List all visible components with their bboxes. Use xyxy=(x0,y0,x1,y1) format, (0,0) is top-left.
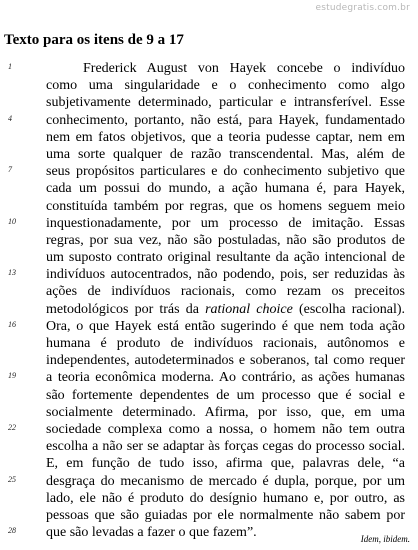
passage-line xyxy=(0,318,418,335)
passage-line xyxy=(0,524,418,541)
passage-line xyxy=(0,283,418,300)
line-number: 4 xyxy=(8,113,12,123)
passage-line xyxy=(0,180,418,197)
line-text-segment: nem em fatos objetivos, que a teoria pudesse captar, nem em xyxy=(46,129,405,145)
line-text-segment: inquestionadamente, por um processo de imitação. Essas xyxy=(46,215,405,231)
line-text xyxy=(46,318,405,335)
line-text-segment: E, em função de tudo isso, afirma que, palavras dele, “a xyxy=(46,456,405,472)
line-text xyxy=(46,215,405,232)
line-number: 13 xyxy=(8,268,16,278)
line-number: 1 xyxy=(8,62,12,71)
line-text xyxy=(46,198,405,215)
line-text xyxy=(46,507,405,524)
passage-line xyxy=(0,404,418,421)
line-number: 28 xyxy=(8,526,16,536)
line-text xyxy=(46,180,405,197)
line-text-segment: humana é produto de indivíduos racionais, autônomos e xyxy=(46,336,405,351)
line-text-segment: indivíduos autocentrados, não podendo, pois, ser reduzidas às xyxy=(46,267,405,283)
line-text xyxy=(46,455,405,472)
passage-line xyxy=(0,232,418,249)
line-text-segment: Ora, o que Hayek está então sugerindo é que nem toda ação xyxy=(46,318,405,334)
passage-line xyxy=(0,438,418,455)
passage-line xyxy=(0,369,418,386)
line-text xyxy=(46,232,405,249)
italic-term: rational choice xyxy=(205,301,293,317)
line-text xyxy=(46,352,405,369)
passage-line xyxy=(0,163,418,180)
passage xyxy=(0,60,418,541)
section-heading: Texto para os itens de 9 a 17 xyxy=(4,32,184,48)
line-text-segment: ações de indivíduos racionais, como rezam os preceitos xyxy=(46,284,405,300)
line-number: 19 xyxy=(8,371,16,381)
line-text xyxy=(46,77,405,94)
line-text-segment: (escolha racional). xyxy=(292,301,405,317)
line-text-segment: a teoria econômica moderna. Ao contrário, as ações humanas xyxy=(46,370,405,386)
line-text-segment: Frederick August von Hayek concebe o indivíduo xyxy=(83,61,405,76)
passage-line xyxy=(0,301,418,318)
line-text-segment: socialmente determinado. Afirma, por isso, que, em uma xyxy=(46,404,405,420)
line-text xyxy=(46,524,405,541)
line-text xyxy=(46,163,405,180)
line-text xyxy=(83,60,405,77)
line-text-segment: pessoas que são guiadas por ele normalmente não sabem por xyxy=(46,507,405,523)
passage-line xyxy=(0,421,418,438)
line-text xyxy=(46,421,405,438)
line-text-segment: uma sorte qualquer de razão transcendental. Mas, além de xyxy=(46,146,405,162)
passage-line xyxy=(0,94,418,111)
line-text xyxy=(46,387,405,404)
line-text-segment: metodológicos por trás da xyxy=(46,301,206,317)
passage-line xyxy=(0,146,418,163)
passage-line xyxy=(0,490,418,507)
line-text-segment: constituída também por regras, que os homens seguem meio xyxy=(46,198,405,214)
watermark: estudegratis.com.br xyxy=(315,3,410,13)
passage-line xyxy=(0,266,418,283)
passage-line xyxy=(0,112,418,129)
passage-line xyxy=(0,249,418,266)
line-text xyxy=(46,283,405,300)
passage-line xyxy=(0,387,418,404)
line-text xyxy=(46,490,405,507)
line-text-segment: sociedade complexa como a nossa, o homem não tem outra xyxy=(46,421,405,437)
line-text xyxy=(46,369,405,386)
line-number: 10 xyxy=(8,216,16,226)
passage-line xyxy=(0,77,418,94)
source-citation: Idem, ibidem. xyxy=(360,534,410,544)
line-text-segment: lado, ele não é produto do desígnio humano e, por outro, as xyxy=(46,490,405,506)
line-text-segment: escolha a não ser se adaptar às forças cegas do processo social. xyxy=(46,439,405,455)
line-text-segment: regras, por sua vez, não são postuladas, não são produtos de xyxy=(46,232,405,248)
passage-line xyxy=(0,507,418,524)
line-text xyxy=(46,404,405,421)
passage-line xyxy=(0,129,418,146)
line-text-segment: conhecimento, portanto, não está, para Hayek, fundamentado xyxy=(46,112,405,128)
line-text xyxy=(46,266,405,283)
line-text xyxy=(46,94,405,111)
passage-line xyxy=(0,335,418,352)
line-text-segment: desgraça do mecanismo de mercado é dupla, porque, por um xyxy=(46,473,405,489)
line-text xyxy=(46,473,405,490)
line-text xyxy=(46,146,405,163)
line-text-segment: são fortemente dependentes de um processo que é social e xyxy=(46,387,405,403)
line-text-segment: independentes, autodeterminados e soberanos, tal como requer xyxy=(46,353,405,369)
line-number: 22 xyxy=(8,422,16,432)
passage-line xyxy=(0,473,418,490)
line-text-segment: seus propósitos particulares e do conhecimento subjetivo que xyxy=(46,164,405,180)
line-text-segment: subjetivamente determinado, particular e intransferível. Esse xyxy=(46,95,405,111)
line-text xyxy=(46,112,405,129)
line-text-segment: que são levadas a fazer o que fazem”. xyxy=(46,525,257,541)
passage-line xyxy=(0,60,418,77)
line-text-segment: um suposto contrato original resultante da ação intencional de xyxy=(46,250,405,266)
line-text xyxy=(46,129,405,146)
passage-line xyxy=(0,215,418,232)
line-text-segment: como uma singularidade e o conhecimento como algo xyxy=(46,78,405,94)
line-text xyxy=(46,335,405,352)
line-text-segment: cada um possui do mundo, a ação humana é, para Hayek, xyxy=(46,181,405,197)
line-text xyxy=(46,249,405,266)
line-number: 25 xyxy=(8,474,16,484)
line-text xyxy=(46,438,405,455)
line-number: 16 xyxy=(8,319,16,329)
passage-line xyxy=(0,455,418,472)
line-number: 7 xyxy=(8,165,12,175)
line-text xyxy=(46,301,405,318)
passage-line xyxy=(0,352,418,369)
passage-line xyxy=(0,198,418,215)
